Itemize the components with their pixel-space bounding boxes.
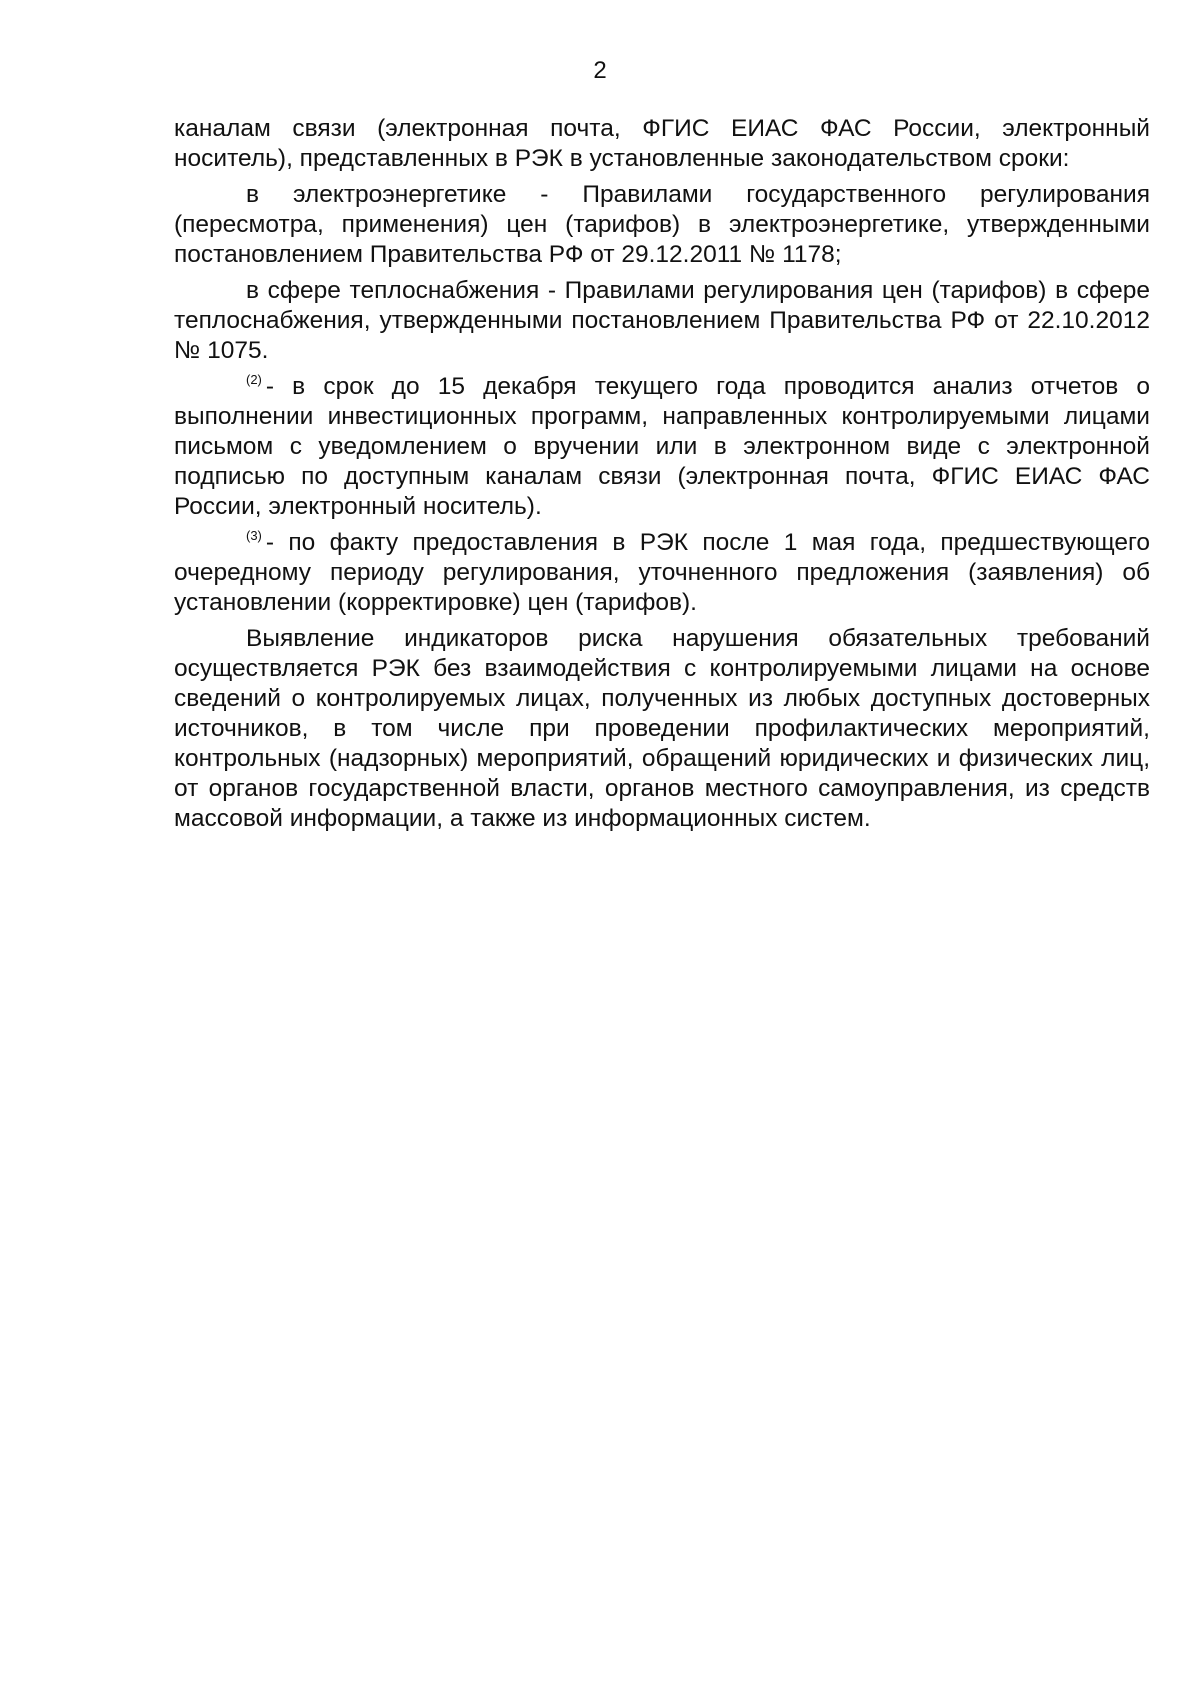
- footnote-marker-3: (3): [246, 528, 262, 543]
- footnote-marker-2: (2): [246, 372, 262, 387]
- paragraph-electricity-rules: в электроэнергетике - Правилами государственного регулирования (пересмотра, применения) цен (тарифов) в электроэнергетике, утвержденными постановлением Правительства РФ от 29.12.2011 № 1178;: [174, 181, 1150, 268]
- paragraph-risk-indicators: Выявление индикаторов риска нарушения обязательных требований осуществляется РЭК без взаимодействия с контролируемыми лицами на основе сведений о контролируемых лицах, полученных из любых доступных достоверных источников, в том числе при проведении профилактических мероприятий, контрольных (надзорных) мероприятий, обращений юридических и физических лиц, от органов государственной власти, органов местного самоуправления, из средств массовой информации, а также из информационных систем.: [174, 625, 1150, 832]
- footnote-2-text: - в срок до 15 декабря текущего года проводится анализ отчетов о выполнении инвестиционных программ, направленных контролируемыми лицами письмом с уведомлением о вручении или в электронном виде с электронной подписью по доступным каналам связи (электронная почта, ФГИС ЕИАС ФАС России, электронный носитель).: [174, 373, 1150, 520]
- paragraph-footnote-3: [174, 528, 1150, 618]
- paragraph-channels-continuation: каналам связи (электронная почта, ФГИС ЕИАС ФАС России, электронный носитель), представленных в РЭК в установленные законодательством сроки:: [174, 115, 1150, 172]
- paragraph-footnote-2: [174, 372, 1150, 522]
- footnote-3-text: - по факту предоставления в РЭК после 1 мая года, предшествующего очередному периоду регулирования, уточненного предложения (заявления) об установлении (корректировке) цен (тарифов).: [174, 529, 1150, 616]
- paragraph-heat-supply-rules: в сфере теплоснабжения - Правилами регулирования цен (тарифов) в сфере теплоснабжения, утвержденными постановлением Правительства РФ от 22.10.2012 № 1075.: [174, 277, 1150, 364]
- page-number: 2: [593, 57, 607, 84]
- document-body: [174, 114, 1150, 840]
